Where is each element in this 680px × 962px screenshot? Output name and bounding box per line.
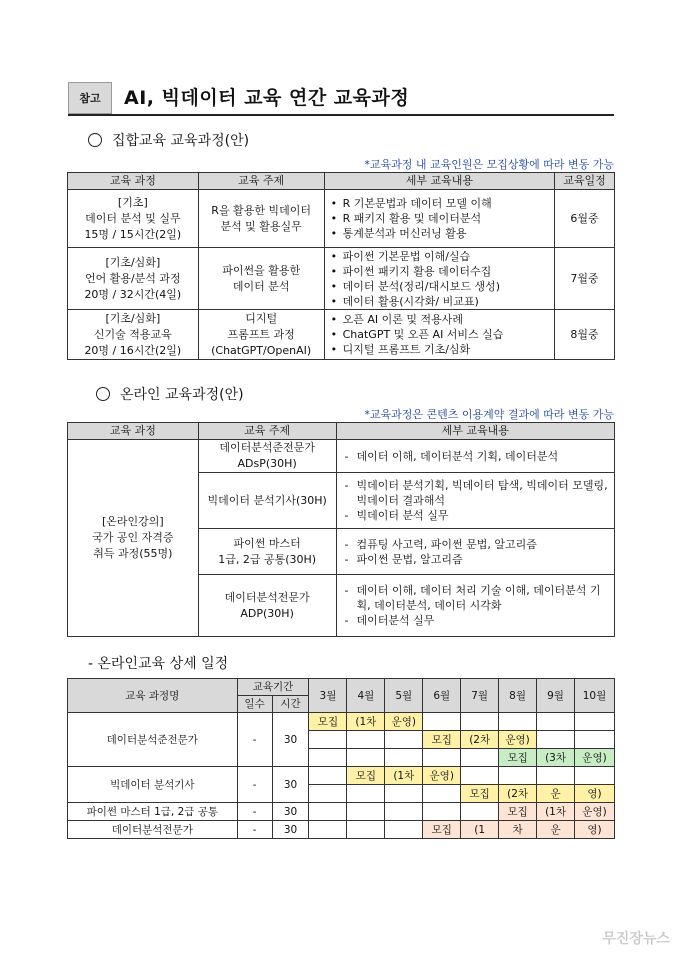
details-cell: • 파이썬 기본문법 이해/실습 • 파이썬 패키지 활용 데이터수집 • 데이터 분석(정리/대시보드 생성) • 데이터 활용(시각화/ 비교표) [324,248,555,310]
month-cell: 모집 [309,713,347,731]
table-row [68,310,615,360]
month-cell [347,785,385,803]
section1-note: *교육과정 내 교육인원은 모집상황에 따라 변동 가능 [364,158,614,171]
topic-cell: 디지털 프롬프트 과정 (ChatGPT/OpenAI) [198,310,324,360]
offline-course-table [67,172,615,360]
column-header: 교육일정 [555,173,615,190]
month-cell [461,713,499,731]
month-cell [537,767,575,785]
month-header: 6월 [423,679,461,713]
month-cell: (1차 [347,713,385,731]
month-cell [347,731,385,749]
title-underline [68,114,614,116]
month-cell: 운영) [499,731,537,749]
month-cell: 운영) [574,749,614,767]
course-cell: [기초/심화] 신기술 적용교육 20명 / 16시간(2일) [68,310,199,360]
circle-bullet-icon [88,133,102,147]
days-cell: - [237,803,272,821]
details-cell: - 데이터 이해, 데이터 처리 기술 이해, 데이터분석 기획, 데이터분석, 데이터 시각화 - 데이터분석 실무 [336,575,614,637]
details-cell: - 컴퓨팅 사고력, 파이썬 문법, 알고리즘 - 파이썬 문법, 알고리즘 [336,529,614,575]
section2-heading [96,386,244,404]
watermark-logo: 무진장뉴스 [602,931,670,947]
hours-cell: 30 [272,767,309,803]
column-header: 교육 주제 [198,423,336,440]
month-cell: (3차 [537,749,575,767]
course-cell: [기초/심화] 언어 활용/분석 과정 20명 / 32시간(4일) [68,248,199,310]
days-cell: - [237,713,272,767]
schedule-table [67,678,615,839]
hours-cell: 30 [272,803,309,821]
section1-heading [88,132,249,150]
month-cell: 모집 [423,821,461,839]
month-cell [423,803,461,821]
topic-cell: 데이터분석준전문가 ADsP(30H) [198,440,336,473]
month-cell: 운영) [385,713,423,731]
month-cell: (2차 [499,785,537,803]
month-header: 4월 [347,679,385,713]
month-cell [499,713,537,731]
month-cell: 차 [499,821,537,839]
month-cell [499,767,537,785]
month-cell: 영) [574,821,614,839]
month-cell [537,713,575,731]
details-cell: • R 기본문법과 데이터 모델 이해 • R 패키지 활용 및 데이터분석 • 통계분석과 머신러닝 활용 [324,190,555,248]
topic-cell: 파이썬을 활용한 데이터 분석 [198,248,324,310]
days-cell: - [237,821,272,839]
month-cell: 운 [537,821,575,839]
table-row [68,440,615,473]
schedule-row [68,803,615,821]
hours-cell: 30 [272,821,309,839]
month-header: 10월 [574,679,614,713]
month-cell [423,749,461,767]
section3-title: - 온라인교육 상세 일정 [88,656,229,672]
month-header: 8월 [499,679,537,713]
month-cell [574,731,614,749]
circle-bullet-icon [96,387,110,401]
month-cell [309,785,347,803]
days-cell: - [237,767,272,803]
month-header: 9월 [537,679,575,713]
section2-title: 온라인 교육과정(안) [120,387,244,403]
month-cell [423,785,461,803]
details-cell: - 데이터 이해, 데이터분석 기획, 데이터분석 [336,440,614,473]
month-cell [537,731,575,749]
month-cell: 모집 [423,731,461,749]
month-cell: (1 [461,821,499,839]
month-cell [347,803,385,821]
month-cell [461,749,499,767]
table-row [68,190,615,248]
column-header: 교육 과정 [68,423,199,440]
hours-cell: 30 [272,713,309,767]
topic-cell: 데이터분석전문가 ADP(30H) [198,575,336,637]
topic-cell: R을 활용한 빅데이터 분석 및 활용실무 [198,190,324,248]
month-cell [461,767,499,785]
course-name-cell: 파이썬 마스터 1급, 2급 공통 [68,803,238,821]
month-header: 5월 [385,679,423,713]
online-course-cell: [온라인강의] 국가 공인 자격증 취득 과정(55명) [68,440,199,637]
course-name-cell: 데이터분석전문가 [68,821,238,839]
month-cell [385,749,423,767]
section2-note: *교육과정은 콘텐츠 이용계약 결과에 따라 변동 가능 [364,408,614,421]
month-cell [309,767,347,785]
hours-header: 시간 [272,696,309,713]
schedule-cell: 7월중 [555,248,615,310]
month-cell: (1차 [385,767,423,785]
month-cell: 모집 [499,803,537,821]
month-cell [385,731,423,749]
month-cell: (2차 [461,731,499,749]
month-cell: 모집 [347,767,385,785]
month-cell [309,803,347,821]
course-name-cell: 빅데이터 분석기사 [68,767,238,803]
topic-cell: 파이썬 마스터 1급, 2급 공통(30H) [198,529,336,575]
month-cell [385,821,423,839]
days-header: 일수 [237,696,272,713]
month-cell [423,713,461,731]
month-cell [309,749,347,767]
month-cell [347,749,385,767]
month-cell [385,785,423,803]
column-header: 세부 교육내용 [336,423,614,440]
reference-badge: 참고 [68,82,112,114]
month-header: 7월 [461,679,499,713]
column-header: 교육 주제 [198,173,324,190]
schedule-cell: 6월중 [555,190,615,248]
month-cell: 운영) [574,803,614,821]
table-row [68,248,615,310]
month-cell [574,767,614,785]
month-cell: 운 [537,785,575,803]
details-cell: • 오픈 AI 이론 및 적용사례 • ChatGPT 및 오픈 AI 서비스 실습 • 디지털 프롬프트 기초/심화 [324,310,555,360]
month-cell [385,803,423,821]
details-cell: - 빅데이터 분석기획, 빅데이터 탐색, 빅데이터 모델링, 빅데이터 결과해석 - 빅데이터 분석 실무 [336,473,614,529]
month-cell [309,731,347,749]
course-name-cell: 데이터분석준전문가 [68,713,238,767]
month-cell [574,713,614,731]
page-title: AI, 빅데이터 교육 연간 교육과정 [124,87,410,109]
course-name-header: 교육 과정명 [68,679,238,713]
period-header: 교육기간 [237,679,309,696]
month-cell: 영) [574,785,614,803]
section1-title: 집합교육 교육과정(안) [112,133,250,149]
online-course-table [67,422,615,637]
month-cell: (1차 [537,803,575,821]
schedule-row [68,713,615,731]
month-cell [309,821,347,839]
month-header: 3월 [309,679,347,713]
schedule-row [68,767,615,785]
schedule-cell: 8월중 [555,310,615,360]
month-cell [347,821,385,839]
month-cell: 모집 [461,785,499,803]
month-cell [461,803,499,821]
topic-cell: 빅데이터 분석기사(30H) [198,473,336,529]
month-cell: 모집 [499,749,537,767]
course-cell: [기초] 데이터 분석 및 실무 15명 / 15시간(2일) [68,190,199,248]
column-header: 세부 교육내용 [324,173,555,190]
schedule-row [68,821,615,839]
month-cell: 운영) [423,767,461,785]
column-header: 교육 과정 [68,173,199,190]
